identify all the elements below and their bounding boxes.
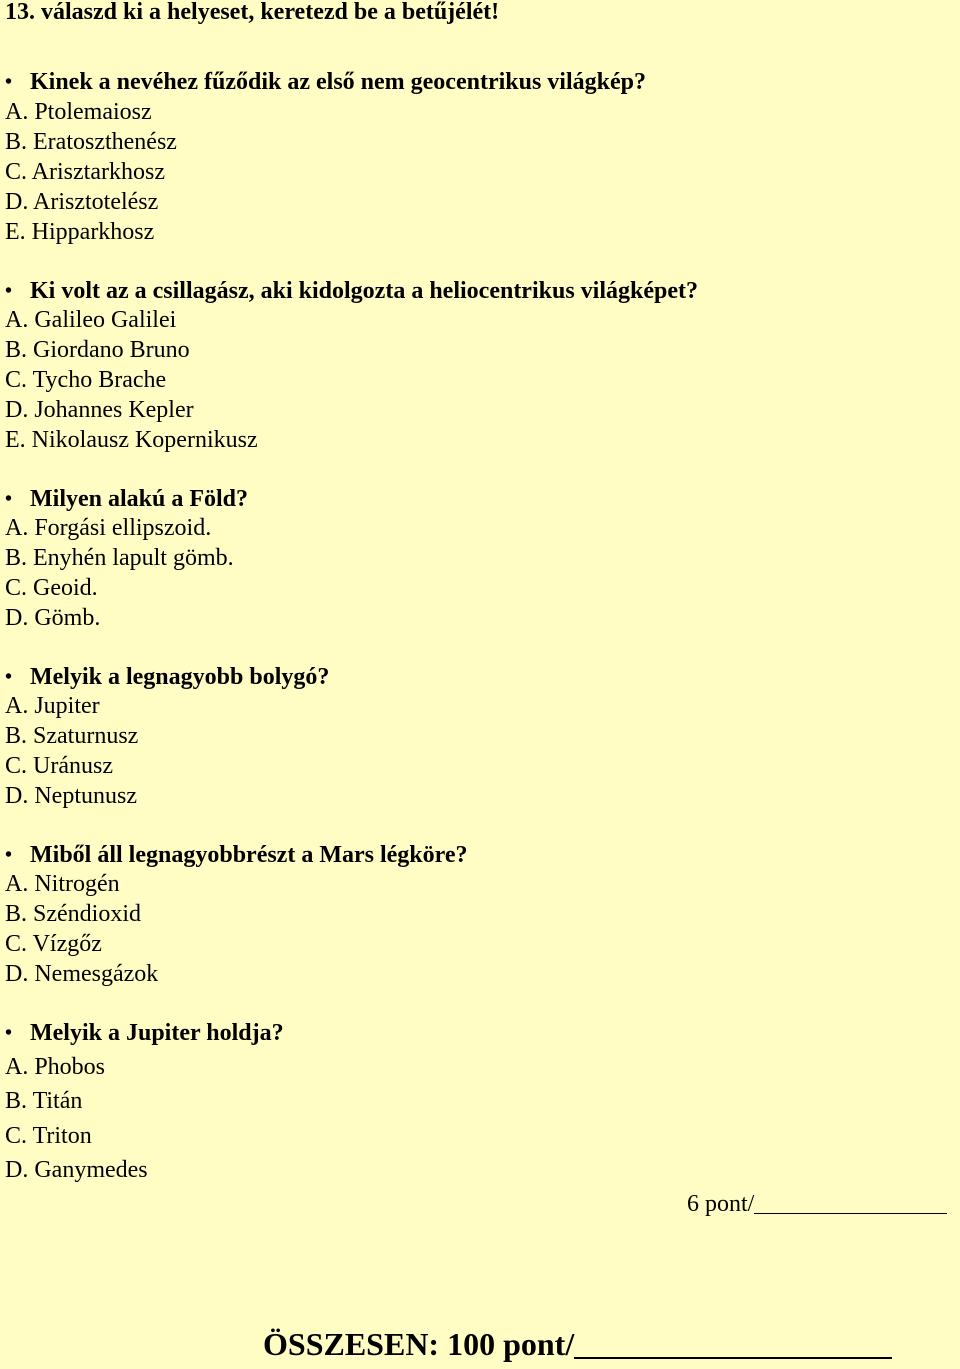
answer-option[interactable]: C. Vízgőz (5, 931, 102, 957)
answer-option[interactable]: D. Arisztotelész (5, 189, 159, 215)
points-label: 6 pont/ (687, 1191, 755, 1217)
question-2 (5, 276, 698, 306)
answer-option[interactable]: C. Triton (5, 1123, 92, 1149)
question-3 (5, 484, 248, 514)
answer-option[interactable]: B. Giordano Bruno (5, 337, 190, 363)
bullet-icon: • (5, 666, 13, 688)
answer-option[interactable]: E. Nikolausz Kopernikusz (5, 427, 258, 453)
answer-option[interactable]: E. Hipparkhosz (5, 219, 155, 245)
answer-option[interactable]: C. Arisztarkhosz (5, 159, 165, 185)
question-text: Melyik a Jupiter holdja? (30, 1020, 284, 1046)
answer-option[interactable]: B. Enyhén lapult gömb. (5, 545, 234, 571)
bullet-icon: • (5, 488, 13, 510)
answer-option[interactable]: D. Ganymedes (5, 1157, 148, 1183)
answer-option[interactable]: D. Johannes Kepler (5, 397, 194, 423)
answer-option[interactable]: C. Tycho Brache (5, 367, 167, 393)
answer-option[interactable]: C. Uránusz (5, 753, 113, 779)
answer-option[interactable]: A. Jupiter (5, 693, 100, 719)
bullet-icon: • (5, 1022, 13, 1044)
question-4 (5, 662, 329, 692)
answer-option[interactable]: B. Titán (5, 1088, 83, 1114)
total-blank-line[interactable] (574, 1327, 892, 1359)
answer-option[interactable]: C. Geoid. (5, 575, 98, 601)
total-score (263, 1324, 892, 1364)
question-text: Ki volt az a csillagász, aki kidolgozta a heliocentrikus világképet? (30, 278, 698, 304)
question-text: Miből áll legnagyobbrészt a Mars légköre? (30, 842, 468, 868)
answer-option[interactable]: B. Eratoszthenész (5, 129, 177, 155)
question-text: Kinek a nevéhez fűződik az első nem geocentrikus világkép? (30, 69, 646, 95)
answer-option[interactable]: D. Gömb. (5, 605, 101, 631)
answer-option[interactable]: A. Phobos (5, 1054, 106, 1080)
bullet-icon: • (5, 71, 13, 93)
answer-option[interactable]: B. Széndioxid (5, 901, 141, 927)
total-label: ÖSSZESEN: 100 pont/ (263, 1326, 575, 1362)
section-points (687, 1188, 947, 1220)
task-title: 13. válaszd ki a helyeset, keretezd be a betűjélét! (5, 0, 500, 25)
question-text: Milyen alakú a Föld? (30, 486, 249, 512)
question-6 (5, 1018, 284, 1048)
bullet-icon: • (5, 844, 13, 866)
answer-option[interactable]: D. Nemesgázok (5, 961, 159, 987)
answer-option[interactable]: A. Forgási ellipszoid. (5, 515, 212, 541)
answer-option[interactable]: A. Galileo Galilei (5, 307, 177, 333)
bullet-icon: • (5, 280, 13, 302)
points-blank-line[interactable] (754, 1189, 947, 1214)
question-1 (5, 67, 646, 97)
question-text: Melyik a legnagyobb bolygó? (30, 664, 330, 690)
answer-option[interactable]: A. Ptolemaiosz (5, 99, 152, 125)
question-5 (5, 840, 468, 870)
answer-option[interactable]: B. Szaturnusz (5, 723, 139, 749)
answer-option[interactable]: A. Nitrogén (5, 871, 120, 897)
answer-option[interactable]: D. Neptunusz (5, 783, 137, 809)
